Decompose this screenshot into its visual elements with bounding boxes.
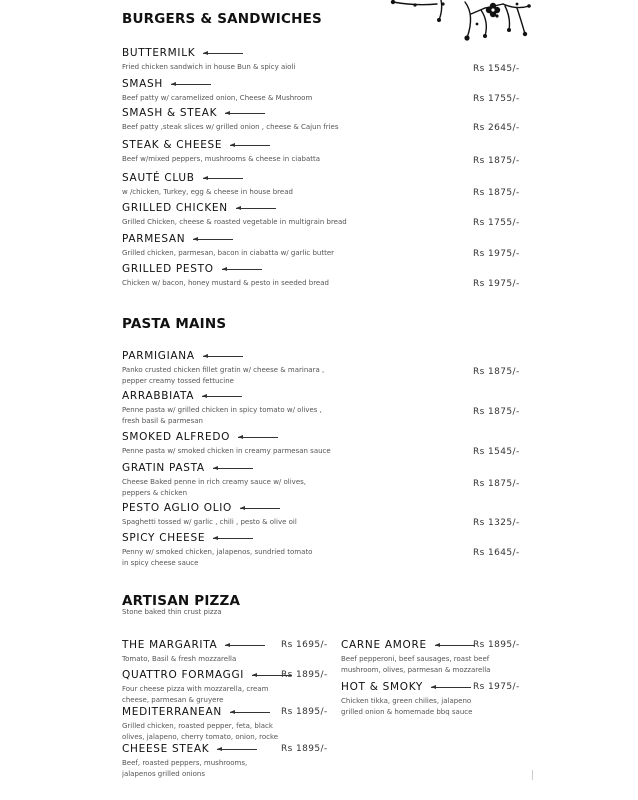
item-price: Rs 1875/-: [473, 188, 520, 198]
menu-item: [122, 462, 306, 498]
item-description: peppers & chicken: [122, 488, 188, 497]
item-price: Rs 1975/-: [473, 279, 520, 289]
item-price: Rs 1895/-: [281, 707, 328, 717]
menu-item: [122, 139, 320, 165]
item-price: Rs 2645/-: [473, 123, 520, 133]
item-description: Fried chicken sandwich in house Bun & spicy aioli: [122, 63, 296, 71]
arrow-icon: [171, 84, 211, 85]
arrow-icon: [202, 396, 242, 397]
item-description: Beef patty ,steak slices w/ grilled onion , cheese & Cajun fries: [122, 123, 339, 131]
menu-item: [122, 502, 297, 528]
item-name: BUTTERMILK: [122, 47, 196, 59]
menu-item: [122, 669, 292, 705]
item-price: Rs 1875/-: [473, 479, 520, 489]
item-name: SMASH & STEAK: [122, 107, 218, 119]
item-description: Spaghetti tossed w/ garlic , chili , pesto & olive oil: [122, 518, 297, 526]
section-title-pasta: PASTA MAINS: [122, 316, 227, 332]
item-description: jalapenos grilled onions: [122, 769, 205, 778]
item-description: Beef pepperoni, beef sausages, roast beef: [341, 655, 490, 663]
item-name: GRILLED PESTO: [122, 263, 214, 275]
item-description: Penne pasta w/ smoked chicken in creamy parmesan sauce: [122, 447, 331, 455]
menu-item: [122, 390, 322, 426]
item-description: Chicken tikka, green chilies, jalapeno: [341, 697, 472, 705]
menu-item: [122, 233, 334, 259]
arrow-icon: [213, 538, 253, 539]
item-description: olives, jalapeno, cherry tomato, onion, rocke: [122, 732, 279, 741]
item-description: mushroom, olives, parmesan & mozzarella: [341, 665, 491, 674]
item-description: Grilled Chicken, cheese & roasted vegetable in multigrain bread: [122, 218, 347, 226]
item-description: grilled onion & homemade bbq sauce: [341, 707, 473, 716]
arrow-icon: [431, 687, 471, 688]
item-description: w /chicken, Turkey, egg & cheese in house bread: [122, 188, 293, 196]
item-description: Penny w/ smoked chicken, jalapenos, sundried tomato: [122, 548, 313, 556]
menu-item: [122, 202, 347, 228]
menu-item: [122, 532, 312, 568]
arrow-icon: [238, 437, 278, 438]
item-name: THE MARGARITA: [122, 639, 218, 651]
arrow-icon: [236, 208, 276, 209]
item-name: PESTO AGLIO OLIO: [122, 502, 233, 514]
item-name: GRILLED CHICKEN: [122, 202, 228, 214]
arrow-icon: [203, 356, 243, 357]
menu-item: [122, 78, 312, 104]
item-description: Beef w/mixed peppers, mushrooms & cheese in ciabatta: [122, 155, 321, 163]
arrow-icon: [203, 178, 243, 179]
item-name: STEAK & CHEESE: [122, 139, 223, 151]
item-price: Rs 1895/-: [281, 670, 328, 680]
section-subtitle: Stone baked thin crust pizza: [122, 608, 222, 616]
item-name: PARMIGIANA: [122, 350, 195, 362]
item-description: Panko crusted chicken fillet gratin w/ cheese & marinara ,: [122, 366, 325, 374]
item-price: Rs 1695/-: [281, 640, 328, 650]
arrow-icon: [225, 645, 265, 646]
item-description: Beef, roasted peppers, mushrooms,: [122, 759, 248, 767]
item-description: Grilled chicken, roasted pepper, feta, black: [122, 722, 273, 730]
item-price: Rs 1325/-: [473, 518, 520, 528]
menu-item: [122, 47, 295, 73]
item-name: CARNE AMORE: [341, 639, 427, 651]
item-description: in spicy cheese sauce: [122, 558, 199, 567]
item-price: Rs 1645/-: [473, 548, 520, 558]
item-description: cheese, parmesan & gruyere: [122, 695, 224, 704]
item-price: Rs 1895/-: [281, 744, 328, 754]
item-price: Rs 1875/-: [473, 407, 520, 417]
item-name: ARRABBIATA: [122, 390, 195, 402]
item-price: Rs 1875/-: [473, 367, 520, 377]
menu-item: [122, 172, 293, 198]
menu-item: [122, 350, 324, 386]
item-price: Rs 1545/-: [473, 447, 520, 457]
floral-branch-illustration: [385, 0, 535, 45]
item-description: Cheese Baked penne in rich creamy sauce w/ olives,: [122, 478, 306, 486]
menu-item: [341, 639, 490, 675]
item-price: Rs 1875/-: [473, 156, 520, 166]
arrow-icon: [203, 53, 243, 54]
item-description: Tomato, Basil & fresh mozzarella: [122, 655, 237, 663]
menu-item: [122, 706, 278, 742]
item-name: CHEESE STEAK: [122, 743, 210, 755]
arrow-icon: [213, 468, 253, 469]
item-name: MEDITERRANEAN: [122, 706, 222, 718]
arrow-icon: [193, 239, 233, 240]
menu-item: [341, 681, 472, 717]
item-price: Rs 1975/-: [473, 249, 520, 259]
item-description: fresh basil & parmesan: [122, 416, 203, 425]
item-price: Rs 1975/-: [473, 682, 520, 692]
menu-item: [122, 431, 331, 457]
item-name: SMASH: [122, 78, 163, 90]
menu-item: [122, 743, 257, 779]
item-name: HOT & SMOKY: [341, 681, 424, 693]
item-name: SAUTÉ CLUB: [122, 172, 195, 184]
menu-item: [122, 263, 329, 289]
item-price: Rs 1755/-: [473, 218, 520, 228]
arrow-icon: [435, 645, 475, 646]
arrow-icon: [222, 269, 262, 270]
item-name: SMOKED ALFREDO: [122, 431, 231, 443]
item-description: pepper creamy tossed fettucine: [122, 376, 234, 385]
menu-item: [122, 107, 338, 133]
arrow-icon: [230, 712, 270, 713]
section-title-burgers: BURGERS & SANDWICHES: [122, 11, 322, 27]
item-price: Rs 1545/-: [473, 64, 520, 74]
item-name: GRATIN PASTA: [122, 462, 205, 474]
arrow-icon: [240, 508, 280, 509]
item-price: Rs 1895/-: [473, 640, 520, 650]
item-description: Four cheese pizza with mozzarella, cream: [122, 685, 269, 693]
arrow-icon: [230, 145, 270, 146]
item-description: Beef patty w/ caramelized onion, Cheese & Mushroom: [122, 94, 313, 102]
item-description: Penne pasta w/ grilled chicken in spicy tomato w/ olives ,: [122, 406, 322, 414]
item-price: Rs 1755/-: [473, 94, 520, 104]
item-name: SPICY CHEESE: [122, 532, 206, 544]
divider: [532, 770, 533, 780]
menu-item: [122, 639, 265, 665]
section-title-pizza: ARTISAN PIZZA: [122, 593, 241, 609]
item-name: QUATTRO FORMAGGI: [122, 669, 245, 681]
arrow-icon: [217, 749, 257, 750]
item-description: Chicken w/ bacon, honey mustard & pesto in seeded bread: [122, 279, 329, 287]
item-name: PARMESAN: [122, 233, 186, 245]
arrow-icon: [225, 113, 265, 114]
item-description: Grilled chicken, parmesan, bacon in ciabatta w/ garlic butter: [122, 249, 335, 257]
